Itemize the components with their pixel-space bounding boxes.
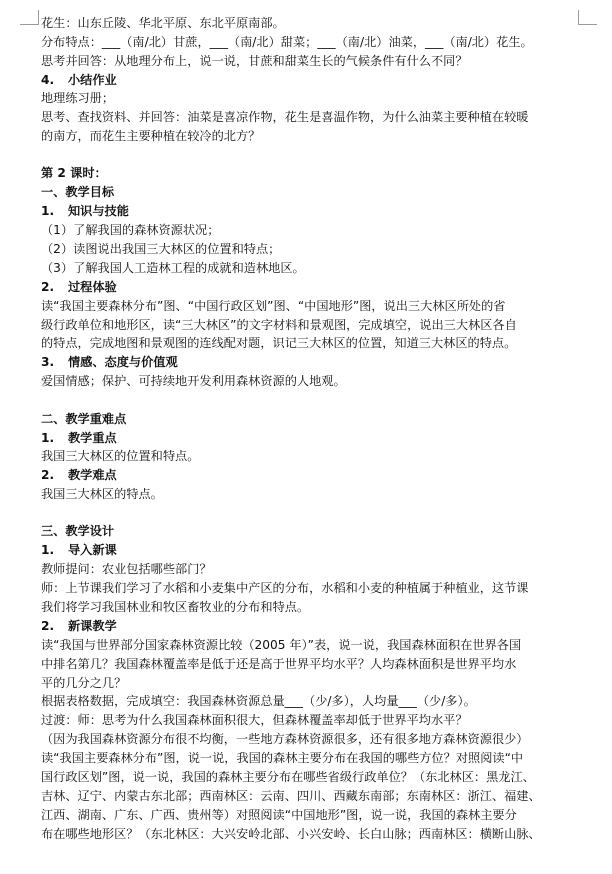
line-text: 思考、查找资料、并回答：油菜是喜凉作物，花生是喜温作物，为什么油菜主要种植在较暖 [41,110,529,124]
text-line [41,655,591,674]
section-heading [41,617,591,636]
text-line [41,316,591,335]
text-line [41,89,591,108]
line-text: 一、教学目标 [41,185,115,199]
text-line [41,127,591,146]
line-text: 平的几分之几？ [41,676,127,690]
heading-number: 2. [41,280,55,294]
line-text: 知识与技能 [68,204,129,218]
section-heading [41,466,591,485]
text-line [41,485,591,504]
line-text: 教学重点 [68,431,117,445]
heading-line [41,183,591,202]
text-line [41,636,591,655]
text-line [41,108,591,127]
page-corner-mark-top-left [20,10,39,25]
line-text: 地理练习册； [41,91,115,105]
line-text: （3）了解我国人工造林工程的成就和造林地区。 [41,261,305,275]
section-heading [41,71,591,90]
line-text: （2）读图说出我国三大林区的位置和特点； [41,242,281,256]
line-text: 的南方，而花生主要种植在较冷的北方？ [41,129,261,143]
line-text: 的特点，完成地图和景观图的连线配对题，识记三大林区的位置，知道三大林区的特点。 [41,336,517,350]
section-heading [41,353,591,372]
line-text: 江西、湖南、广东、广西、贵州等）对照阅读“中国地形”图，说一说，我国的森林主要分 [41,808,517,822]
line-text: 二、教学重难点 [41,412,127,426]
line-text: 国行政区划”图，说一说，我国的森林主要分布在哪些省级行政单位？（东北林区：黑龙江、 [41,770,535,784]
line-text: 过程体验 [68,280,117,294]
text-line [41,447,591,466]
text-line [41,297,591,316]
text-line [41,598,591,617]
heading-number: 2. [41,619,55,633]
text-line [41,560,591,579]
text-line [41,768,591,787]
line-text: 教师提问：农业包括哪些部门？ [41,562,212,576]
text-line [41,692,591,711]
line-text: 分布特点：___（南/北）甘蔗，___（南/北）甜菜；___（南/北）油菜，___（南/北）花生。 [41,35,533,49]
line-text: 三、教学设计 [41,524,115,538]
section-heading [41,202,591,221]
heading-line [41,522,591,541]
line-text: 我国三大林区的特点。 [41,487,163,501]
text-line [41,52,591,71]
text-line [41,579,591,598]
text-line [41,221,591,240]
heading-line [41,164,591,183]
section-heading [41,278,591,297]
line-text: 导入新课 [68,543,117,557]
text-line [41,334,591,353]
heading-number: 3. [41,355,55,369]
line-text: 读“我国主要森林分布”图，说一说，我国的森林主要分布在我国的哪些方位？对照阅读“中 [41,751,524,765]
text-line [41,240,591,259]
line-text: 花生：山东丘陵、华北平原、东北平原南部。 [41,16,285,30]
line-text: 小结作业 [68,73,117,87]
line-text: 思考并回答：从地理分布上，说一说，甘蔗和甜菜生长的气候条件有什么不同？ [41,54,468,68]
heading-number: 1. [41,431,55,445]
text-line [41,33,591,52]
line-text: 级行政单位和地形区，读“三大林区”的文字材料和景观图，完成填空，说出三大林区各自 [41,318,517,332]
text-line [41,674,591,693]
line-text: 师：上节课我们学习了水稻和小麦集中产区的分布，水稻和小麦的种植属于种植业，这节课 [41,581,529,595]
text-line [41,806,591,825]
heading-line [41,410,591,429]
line-text: 吉林、辽宁、内蒙古东北部；西南林区：云南、四川、西藏东南部；东南林区：浙江、福建、 [41,789,541,803]
section-heading [41,541,591,560]
line-text: 布在哪些地形区？（东北林区：大兴安岭北部、小兴安岭、长白山脉；西南林区：横断山脉、 [41,827,541,841]
text-line [41,372,591,391]
text-line [41,825,591,844]
line-text: 读“我国与世界部分国家森林资源比较（2005 年）”表，说一说，我国森林面积在世界各国 [41,638,522,652]
heading-number: 1. [41,204,55,218]
line-text: 教学难点 [68,468,117,482]
text-line [41,711,591,730]
text-line [41,730,591,749]
line-text: 新课教学 [68,619,117,633]
section-heading [41,429,591,448]
text-line [41,14,591,33]
line-text: 过渡：师：思考为什么我国森林面积很大，但森林覆盖率却低于世界平均水平？ [41,713,468,727]
line-text: （1）了解我国的森林资源状况； [41,223,220,237]
heading-number: 1. [41,543,55,557]
text-line [41,259,591,278]
heading-number: 4. [41,73,55,87]
line-text: 情感、态度与价值观 [68,355,178,369]
line-text: 读“我国主要森林分布”图、“中国行政区划”图、“中国地形”图，说出三大林区所处的省 [41,299,506,313]
line-text: （因为我国森林资源分布很不均衡，一些地方森林资源很多，还有很多地方森林资源很少） [41,732,529,746]
line-text: 我国三大林区的位置和特点。 [41,449,200,463]
line-text: 中排名第几？我国森林覆盖率是低于还是高于世界平均水平？人均森林面积是世界平均水 [41,657,517,671]
text-line [41,749,591,768]
heading-number: 2. [41,468,55,482]
text-line [41,787,591,806]
line-text: 第 2 课时： [41,166,107,180]
line-text: 我们将学习我国林业和牧区畜牧业的分布和特点。 [41,600,310,614]
line-text: 爱国情感；保护、可持续地开发利用森林资源的人地观。 [41,374,346,388]
line-text: 根据表格数据，完成填空：我国森林资源总量___（少/多），人均量___（少/多）。 [41,694,476,708]
